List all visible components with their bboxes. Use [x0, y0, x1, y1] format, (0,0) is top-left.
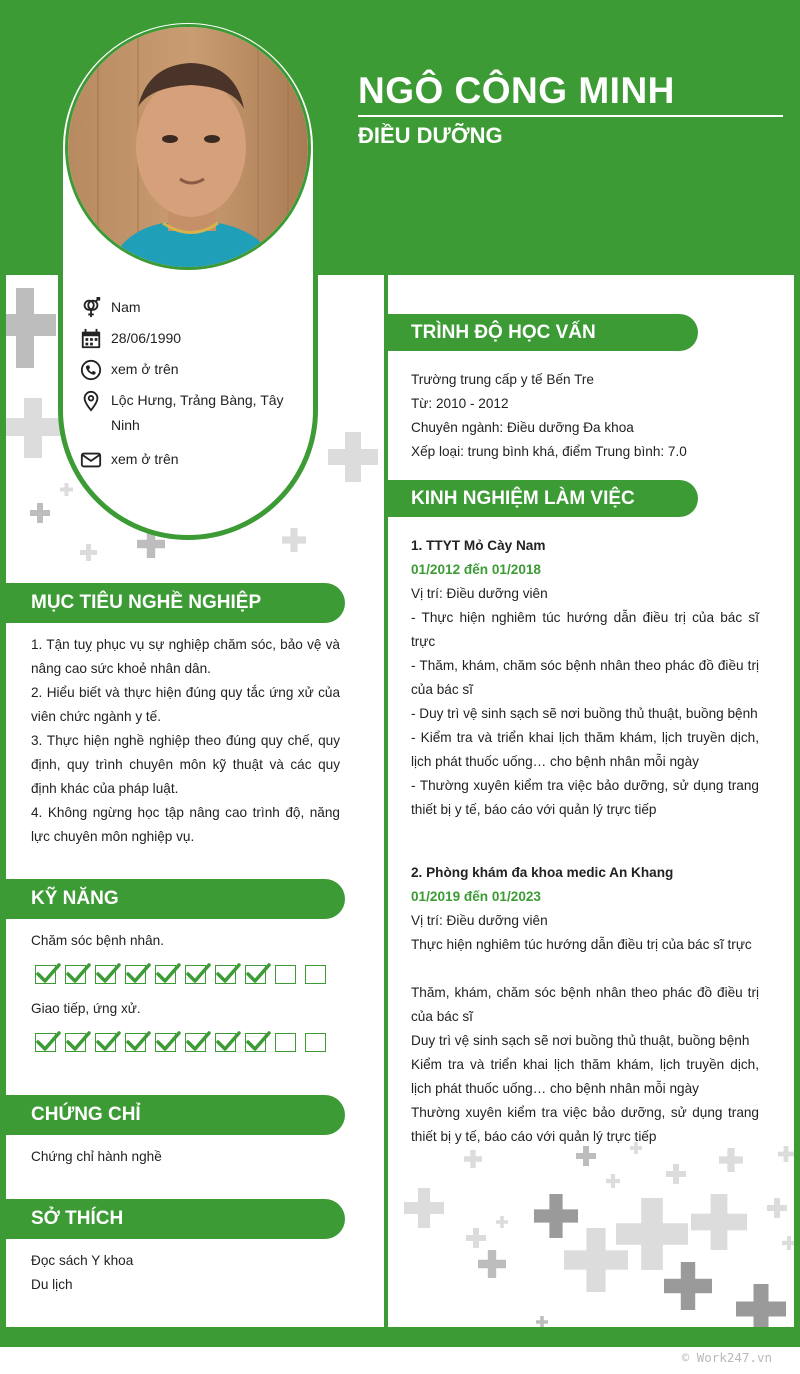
job-duty: - Kiểm tra và triển khai lịch thăm khám, lịch truyền dịch, lịch phát thuốc uống… cho bệnh nhân mỗi ngày [411, 730, 759, 769]
job-position: Vị trí: Điều dưỡng viên [411, 913, 548, 928]
check-icon [155, 1030, 181, 1054]
education-grade: Xếp loại: trung bình khá, điểm Trung bình: 7.0 [411, 444, 687, 459]
medical-cross-decoration [6, 398, 66, 458]
check-icon [125, 1030, 151, 1054]
job-duty: - Duy trì vệ sinh sạch sẽ nơi buồng thủ thuật, buồng bệnh [411, 706, 758, 721]
frame-right [794, 0, 800, 1346]
rating-box-checked [65, 1033, 86, 1052]
footer-band [0, 1327, 800, 1347]
certificate-item: Chứng chỉ hành nghề [31, 1149, 162, 1164]
check-icon [65, 1030, 91, 1054]
rating-box-checked [155, 1033, 176, 1052]
certificates-heading [6, 1095, 345, 1135]
birthday-value: 28/06/1990 [111, 330, 182, 346]
rating-box-checked [35, 1033, 56, 1052]
medical-cross-decoration [6, 288, 56, 368]
rating-box-checked [95, 1033, 116, 1052]
job-duty: - Thực hiện nghiêm túc hướng dẫn điều trị của bác sĩ trực [411, 610, 759, 649]
experience-heading [388, 480, 698, 517]
medical-cross-decoration [30, 503, 50, 523]
email-icon [80, 449, 102, 471]
job-duty: Thực hiện nghiêm túc hướng dẫn điều trị của bác sĩ trực [411, 937, 752, 952]
job-duty: Thăm, khám, chăm sóc bệnh nhân theo phác đồ điều trị của bác sĩ [411, 985, 759, 1024]
medical-cross-decoration [404, 1188, 444, 1228]
medical-cross-decoration [464, 1150, 482, 1168]
hobby-item: Đọc sách Y khoa [31, 1253, 134, 1268]
job-duty: Duy trì vệ sinh sạch sẽ nơi buồng thủ thuật, buồng bệnh [411, 1033, 750, 1048]
hobby-item: Du lịch [31, 1277, 73, 1292]
job-dates: 01/2012 đến 01/2018 [411, 562, 541, 577]
check-icon [215, 962, 241, 986]
job-duty: Thường xuyên kiểm tra việc bảo dưỡng, sử dụng trang thiết bị y tế, báo cáo với quản lý trực tiếp [411, 1105, 759, 1144]
education-school: Trường trung cấp y tế Bến Tre [411, 372, 594, 387]
medical-cross-decoration [496, 1216, 508, 1228]
hobbies-heading-label: SỞ THÍCH [31, 1208, 124, 1229]
medical-cross-decoration [80, 544, 97, 561]
candidate-name: NGÔ CÔNG MINH [358, 70, 675, 111]
rating-box-checked [245, 1033, 266, 1052]
rating-box-checked [125, 965, 146, 984]
medical-cross-decoration [666, 1164, 686, 1184]
rating-box-checked [245, 965, 266, 984]
job-company: 2. Phòng khám đa khoa medic An Khang [411, 865, 674, 880]
medical-cross-decoration [686, 1194, 752, 1250]
rating-box-checked [65, 965, 86, 984]
watermark: © Work247.vn [681, 1350, 772, 1365]
rating-box-empty [305, 1033, 326, 1052]
hobbies-heading [6, 1199, 345, 1239]
check-icon [125, 962, 151, 986]
job-company: 1. TTYT Mỏ Cày Nam [411, 538, 546, 553]
check-icon [215, 1030, 241, 1054]
job-duty: - Thường xuyên kiểm tra việc bảo dưỡng, sử dụng trang thiết bị y tế, báo cáo với quản lý trực tiếp [411, 778, 759, 817]
medical-cross-decoration [606, 1174, 620, 1188]
rating-box-checked [185, 965, 206, 984]
education-block [411, 368, 761, 464]
phone-icon [80, 359, 102, 381]
medical-cross-decoration [716, 1148, 746, 1172]
check-icon [65, 962, 91, 986]
check-icon [35, 962, 61, 986]
objective-list [31, 633, 340, 849]
job-entry [411, 861, 759, 1149]
rating-box-checked [125, 1033, 146, 1052]
rating-box-checked [185, 1033, 206, 1052]
check-icon [35, 1030, 61, 1054]
education-major: Chuyên ngành: Điều dưỡng Đa khoa [411, 420, 634, 435]
rating-box-empty [305, 965, 326, 984]
education-heading [388, 314, 698, 351]
check-icon [245, 962, 271, 986]
certificates-heading-label: CHỨNG CHỈ [31, 1104, 141, 1125]
hobby-list [31, 1249, 133, 1297]
medical-cross-decoration [328, 432, 378, 482]
medical-cross-decoration [778, 1146, 794, 1162]
rating-box-checked [215, 1033, 236, 1052]
medical-cross-decoration [766, 1198, 788, 1218]
education-heading-label: TRÌNH ĐỘ HỌC VẤN [411, 322, 596, 343]
objective-item: 3. Thực hiện nghề nghiệp theo đúng quy chế, quy định, quy trình chuyên môn kỹ thuật và các quy định khác của pháp luật. [31, 733, 340, 796]
check-icon [95, 962, 121, 986]
check-icon [185, 1030, 211, 1054]
medical-cross-decoration [466, 1228, 486, 1248]
rating-box-empty [275, 965, 296, 984]
rating-box-checked [95, 965, 116, 984]
skills-heading [6, 879, 345, 919]
rating-box-empty [275, 1033, 296, 1052]
objective-item: 2. Hiểu biết và thực hiện đúng quy tắc ứng xử của viên chức ngành y tế. [31, 685, 340, 724]
check-icon [155, 962, 181, 986]
rating-box-checked [35, 965, 56, 984]
address-value: Lộc Hưng, Trảng Bàng, Tây Ninh [111, 392, 284, 433]
job-duty: Kiểm tra và triển khai lịch thăm khám, lịch truyền dịch, lịch phát thuốc uống… cho bệnh nhân mỗi ngày [411, 1057, 759, 1096]
skill-name: Giao tiếp, ứng xử. [31, 1001, 141, 1016]
objective-item: 1. Tận tuỵ phục vụ sự nghiệp chăm sóc, bảo vệ và nâng cao sức khoẻ nhân dân. [31, 637, 340, 676]
objective-heading-label: MỤC TIÊU NGHỀ NGHIỆP [31, 592, 262, 613]
job-title: ĐIỀU DƯỠNG [358, 123, 503, 148]
objective-item: 4. Không ngừng học tập nâng cao trình độ, năng lực chuyên môn nghiệp vụ. [31, 805, 340, 844]
spacer [411, 957, 759, 981]
check-icon [245, 1030, 271, 1054]
medical-cross-decoration [282, 528, 306, 552]
medical-cross-decoration [576, 1146, 596, 1166]
frame-left [0, 0, 6, 1346]
medical-cross-decoration [656, 1262, 720, 1310]
calendar-icon [80, 328, 102, 350]
profile-photo [65, 24, 311, 270]
name-underline [358, 115, 783, 117]
job-dates: 01/2019 đến 01/2023 [411, 889, 541, 904]
job-entry [411, 534, 759, 822]
medical-cross-decoration [478, 1250, 506, 1278]
email-value: xem ở trên [111, 451, 179, 467]
check-icon [95, 1030, 121, 1054]
rating-box-checked [215, 965, 236, 984]
rating-box-checked [155, 965, 176, 984]
phone-value: xem ở trên [111, 361, 179, 377]
experience-heading-label: KINH NGHIỆM LÀM VIỆC [411, 488, 635, 509]
education-period: Từ: 2010 - 2012 [411, 396, 509, 411]
gender-value: Nam [111, 299, 141, 315]
check-icon [185, 962, 211, 986]
job-duty: - Thăm, khám, chăm sóc bệnh nhân theo phác đồ điều trị của bác sĩ [411, 658, 759, 697]
column-divider [384, 275, 388, 1327]
portrait-image [68, 27, 311, 270]
skill-name: Chăm sóc bệnh nhân. [31, 933, 165, 948]
objective-heading [6, 583, 345, 623]
medical-cross-decoration [610, 1198, 694, 1270]
location-pin-icon [80, 390, 102, 412]
gender-icon [80, 297, 102, 319]
skills-heading-label: KỸ NĂNG [31, 888, 119, 909]
medical-cross-decoration [60, 483, 73, 496]
job-position: Vị trí: Điều dưỡng viên [411, 586, 548, 601]
